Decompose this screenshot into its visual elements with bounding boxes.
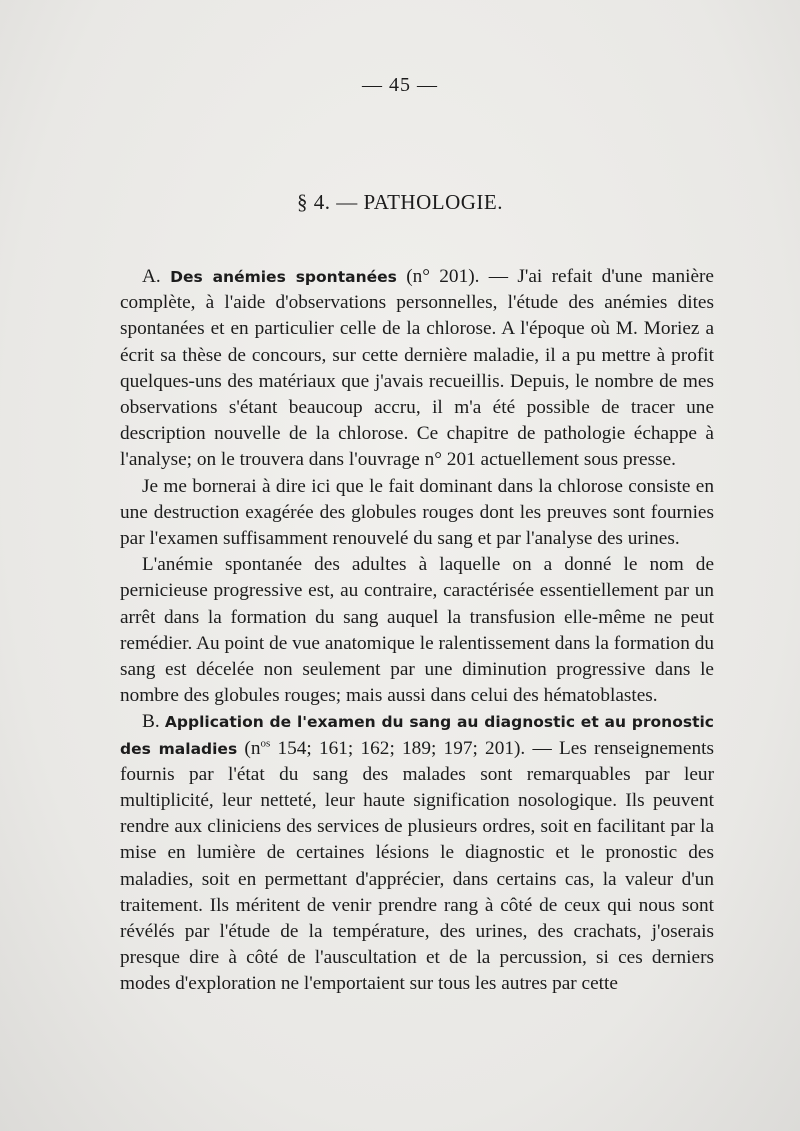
paragraph [120,474,714,553]
page-number: — 45 — [362,74,438,96]
paragraph-reference: (n° 201). [406,266,480,287]
body-text [120,264,714,998]
paragraph-text: — J'ai refait d'une manière complète, à l'aide d'observations personnelles, l'étude des anémies dites spontanées et en particulier celle de la chlorose. A l'époque où M. Moriez a écrit sa thèse de concours, sur cette dernière maladie, il a pu mettre à profit quelques-uns des matériaux que j'avais recueillis. Depuis, le nombre de mes observations s'étant beaucoup accru, il m'a été possible de tracer une description nouvelle de la chlorose. Ce chapitre de pathologie échappe à l'analyse; on le trouvera dans l'ouvrage n° 201 actuellement sous presse. [120,266,714,471]
paragraph-letter: A. [142,266,161,287]
paragraph-text: Je me bornerai à dire ici que le fait dominant dans la chlorose consiste en une destruction exagérée des globules rouges dont les preuves sont fournies par l'examen suffisamment renouvelé du sang et par l'analyse des urines. [120,475,714,550]
paragraph-heading: Application de l'examen du sang au diagnostic et au pronostic des maladies [120,713,714,758]
paragraph-reference: 154; 161; 162; 189; 197; 201). [270,737,526,759]
paragraph-text: — Les renseignements fournis par l'état du sang des malades sont remarquables par leur multiplicité, leur netteté, leur haute signification nosologique. Ils peuvent rendre aux cliniciens des services de plusieurs ordres, soit en facilitant par la mise en lumière de certaines lésions le diagnostic et le pronostic des maladies, soit en permettant d'apprécier, dans certains cas, la valeur d'un traitement. Ils méritent de venir prendre rang à côté de ceux qui nous sont révélés par l'étude de la température, des urines, des crachats, j'oserais presque dire à côté de l'auscultation et de la percussion, si ces derniers modes d'exploration ne l'emportaient sur tous les autres par cette [120,737,714,995]
paragraph-letter: B. [142,711,160,733]
paragraph-text: L'anémie spontanée des adultes à laquelle on a donné le nom de pernicieuse progressive est, au contraire, caractérisée essentiellement par un arrêt dans la formation du sang auquel la transfusion elle-même ne peut remédier. Au point de vue anatomique le ralentissement dans la formation du sang est décelée non seulement par une diminution progressive dans le nombre des globules rouges; mais aussi dans celui des hématoblastes. [120,554,714,707]
paragraph [120,552,714,709]
section-title: § 4. — PATHOLOGIE. [297,190,503,214]
paragraph-reference-prefix: (n [244,737,261,759]
paragraph-reference-sup: os [260,737,271,750]
paragraph-a [120,264,714,474]
paragraph-heading: Des anémies spontanées [170,268,397,286]
paragraph-b [120,709,714,997]
